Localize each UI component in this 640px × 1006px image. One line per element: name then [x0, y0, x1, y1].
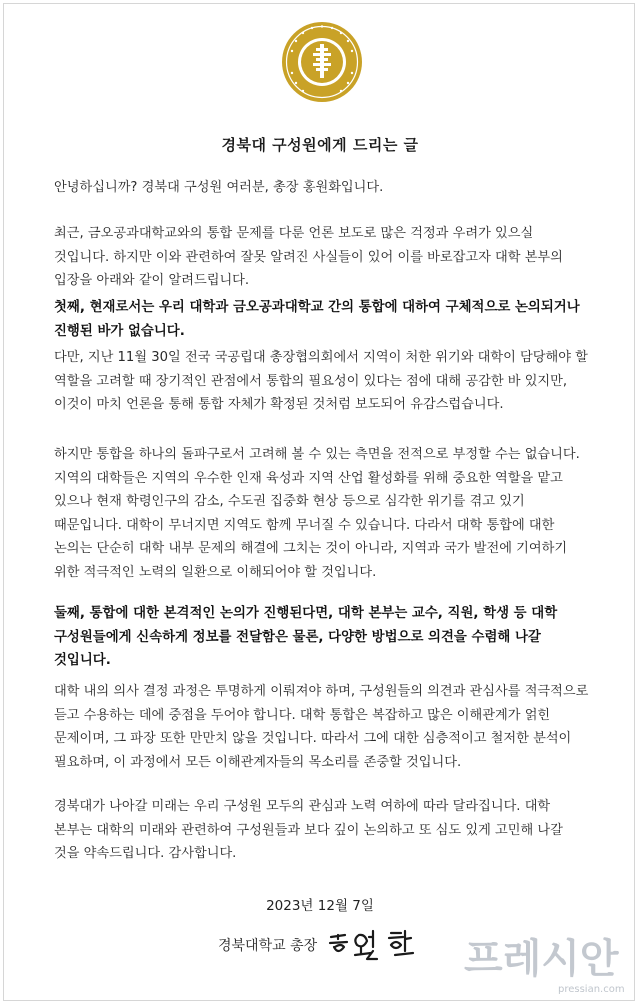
- signature-block: [218, 930, 445, 960]
- letter-title: 경북대 구성원에게 드리는 글: [221, 136, 419, 154]
- signature-name: 경북대학교 총장: [218, 938, 318, 954]
- pressian-watermark: [460, 920, 632, 1000]
- watermark-url: pressian.com: [558, 984, 625, 995]
- second-point-detail: 대학 내의 의사 결정 과정은 투명하게 이뤄져야 하며, 구성원들의 의견과 관심사를 적극적으로 듣고 수용하는 데에 중점을 두어야 합니다. 대학 통합은 복잡하고 많은 이해관계가 얽힌 문제이며, 그 파장 또한 만만치 않을 것입니다. 따라서 그에 대한 심층적이고 철저한 분석이 필요하며, 이 과정에서 모든 이해관계자들의 목소리를 존중할 것입니다.: [54, 684, 589, 770]
- first-point-heading: 첫째, 현재로서는 우리 대학과 금오공과대학교 간의 통합에 대하여 구체적으로 논의되거나 진행된 바가 없습니다.: [54, 300, 580, 339]
- university-seal-icon: [280, 20, 364, 104]
- watermark-text: 프레시안: [464, 936, 619, 982]
- integration-context-paragraph: 하지만 통합을 하나의 돌파구로서 고려해 볼 수 있는 측면을 전적으로 부정할 수는 없습니다. 지역의 대학들은 지역의 우수한 인재 육성과 지역 산업 활성화를 위해 중요한 역할을 맡고 있으나 현재 학령인구의 감소, 수도권 집중화 현상 등으로 심각한 위기를 겪고 있기 때문입니다. 대학이 무너지면 지역도 함께 무너질 수 있습니다. 다라서 대학 통합에 대한 논의는 단순히 대학 내부 문제의 해결에 그치는 것이 아니라, 지역과 국가 발전에 기여하기 위한 적극적인 노력의 일환으로 이해되어야 할 것입니다.: [54, 447, 580, 580]
- first-point-detail: 다만, 지난 11월 30일 전국 국공립대 총장협의회에서 지역이 처한 위기와 대학이 담당해야 할 역할을 고려할 때 장기적인 관점에서 통합의 필요성이 있다는 점에 대해 공감한 바 있지만, 이것이 마치 언론을 통해 통합 자체가 확정된 것처럼 보도되어 유감스럽습니다.: [54, 350, 588, 412]
- letter-date: 2023년 12월 7일: [266, 898, 374, 914]
- handwritten-signature-icon: [325, 925, 445, 965]
- second-point-heading: 둘째, 통합에 대한 본격적인 논의가 진행된다면, 대학 본부는 교수, 직원, 학생 등 대학 구성원들에게 신속하게 정보를 전달함은 물론, 다양한 방법으로 의견을 수렴해 나갈 것입니다.: [54, 606, 558, 668]
- greeting-paragraph: 안녕하십니까? 경북대 구성원 여러분, 총장 홍원화입니다.: [54, 180, 384, 195]
- closing-paragraph: 경북대가 나아갈 미래는 우리 구성원 모두의 관심과 노력 여하에 따라 달라집니다. 대학 본부는 대학의 미래와 관련하여 구성원들과 보다 깊이 논의하고 또 심도 있게 고민해 나갈 것을 약속드립니다. 감사합니다.: [54, 799, 563, 861]
- intro-paragraph: 최근, 금오공과대학교와의 통합 문제를 다룬 언론 보도로 많은 걱정과 우려가 있으실 것입니다. 하지만 이와 관련하여 잘못 알려진 사실들이 있어 이를 바로잡고자 대학 본부의 입장을 아래와 같이 알려드립니다.: [54, 226, 563, 288]
